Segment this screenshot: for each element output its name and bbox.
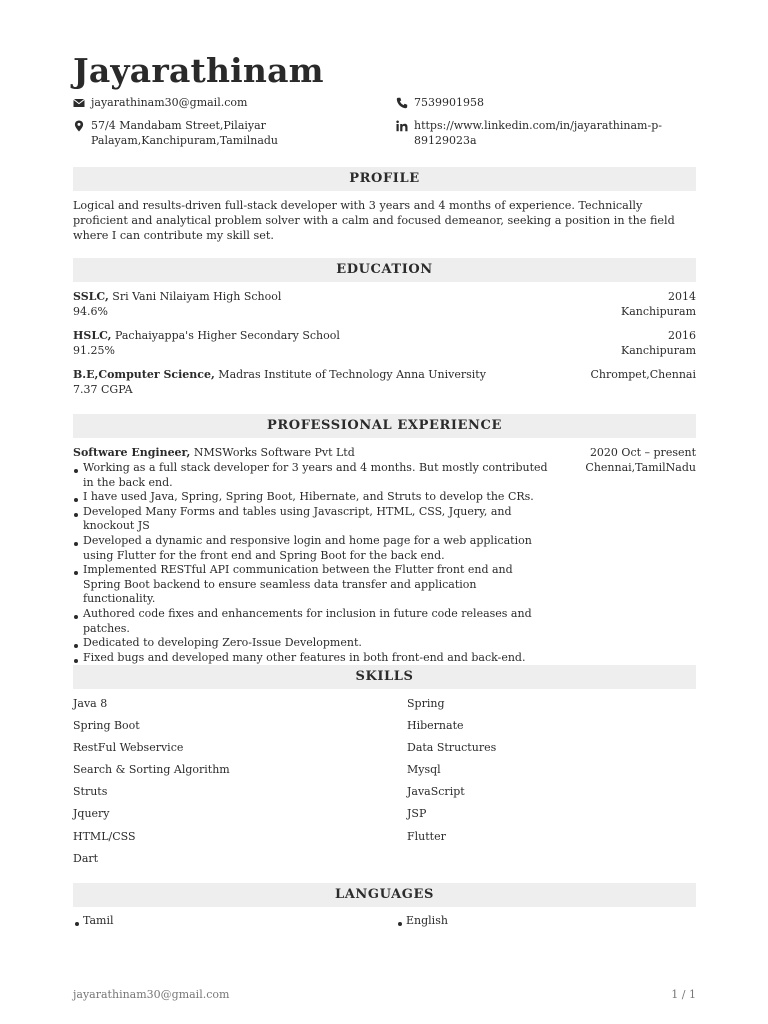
footer-email: jayarathinam30@gmail.com: [73, 988, 230, 1001]
skill-item: Mysql: [407, 763, 441, 776]
education-year: 2014: [668, 290, 696, 303]
profile-summary: Logical and results-driven full-stack developer with 3 years and 4 months of experience. Technically proficient and analytical problem solver with a calm and focused demeanor, seeking a position in the field where I can contribute my skill set.: [73, 199, 675, 242]
skill-item: Search & Sorting Algorithm: [73, 763, 230, 776]
experience-role: Software Engineer,: [73, 446, 191, 459]
education-degree: B.E,Computer Science,: [73, 368, 215, 381]
list-item: Working as a full stack developer for 3 years and 4 months. But mostly contributed in the back end.: [73, 461, 551, 490]
skill-item: HTML/CSS: [73, 830, 136, 843]
experience-location: Chennai,TamilNadu: [585, 460, 696, 474]
education-degree: HSLC,: [73, 329, 112, 342]
skill-item: Jquery: [73, 807, 110, 820]
skill-item: Data Structures: [407, 741, 497, 754]
skill-item: JSP: [407, 807, 427, 820]
education-score: 94.6%: [73, 304, 108, 318]
location-pin-icon: [73, 120, 85, 132]
skill-item: Spring Boot: [73, 719, 140, 732]
contact-phone[interactable]: [396, 95, 696, 110]
experience-dates: 2020 Oct – present: [589, 446, 696, 459]
list-item: Developed a dynamic and responsive login and home page for a web application using Flutter for the front end and Spring Boot for the back end.: [73, 534, 551, 563]
language-item: Tamil: [73, 914, 114, 928]
skill-item: Dart: [73, 852, 99, 865]
education-score: 91.25%: [73, 343, 115, 357]
section-header-experience: PROFESSIONAL EXPERIENCE: [73, 414, 696, 438]
linkedin-icon: [396, 120, 408, 132]
education-score: 7.37 CGPA: [73, 382, 133, 396]
skill-item: Flutter: [407, 830, 446, 843]
footer-page-number: 1 / 1: [671, 988, 696, 1001]
contact-linkedin[interactable]: [396, 118, 686, 148]
language-item: English: [396, 914, 448, 928]
list-item: Dedicated to developing Zero-Issue Development.: [73, 636, 551, 651]
contact-linkedin-text: https://www.linkedin.com/in/jayarathinam-p-89129023a: [414, 119, 662, 147]
education-location: Chrompet,Chennai: [590, 368, 696, 381]
contact-address-text: 57/4 Mandabam Street,Pilaiyar Palayam,Kanchipuram,Tamilnadu: [91, 119, 279, 147]
skill-item: Spring: [407, 697, 445, 710]
skill-item: Struts: [73, 785, 108, 798]
list-item: Developed Many Forms and tables using Javascript, HTML, CSS, Jquery, and knockout JS: [73, 505, 551, 534]
skill-item: Java 8: [73, 697, 108, 710]
list-item: Fixed bugs and developed many other features in both front-end and back-end.: [73, 651, 551, 666]
contact-address: [73, 118, 303, 148]
education-place: Kanchipuram: [621, 343, 696, 357]
section-header-education: EDUCATION: [73, 258, 696, 282]
list-item: Implemented RESTful API communication between the Flutter front end and Spring Boot backend to ensure seamless data transfer and application functionality.: [73, 563, 551, 607]
experience-company: NMSWorks Software Pvt Ltd: [190, 446, 355, 459]
education-degree: SSLC,: [73, 290, 109, 303]
education-school: Madras Institute of Technology Anna University: [214, 368, 486, 381]
education-school: Sri Vani Nilaiyam High School: [108, 290, 282, 303]
envelope-icon: [73, 97, 85, 109]
section-header-profile: PROFILE: [73, 167, 696, 191]
skill-item: RestFul Webservice: [73, 741, 184, 754]
section-header-skills: SKILLS: [73, 665, 696, 689]
skill-item: JavaScript: [407, 785, 465, 798]
phone-icon: [396, 97, 408, 109]
education-year: 2016: [668, 329, 696, 342]
candidate-name: Jayarathinam: [73, 51, 324, 90]
section-header-languages: LANGUAGES: [73, 883, 696, 907]
contact-email-text: jayarathinam30@gmail.com: [91, 96, 248, 109]
experience-bullet-list: [73, 461, 551, 665]
education-school: Pachaiyappa's Higher Secondary School: [111, 329, 340, 342]
contact-phone-text: 7539901958: [414, 96, 484, 109]
list-item: Authored code fixes and enhancements for inclusion in future code releases and patches.: [73, 607, 551, 636]
contact-email[interactable]: [73, 95, 373, 110]
list-item: I have used Java, Spring, Spring Boot, Hibernate, and Struts to develop the CRs.: [73, 490, 551, 505]
skill-item: Hibernate: [407, 719, 464, 732]
education-place: Kanchipuram: [621, 304, 696, 318]
